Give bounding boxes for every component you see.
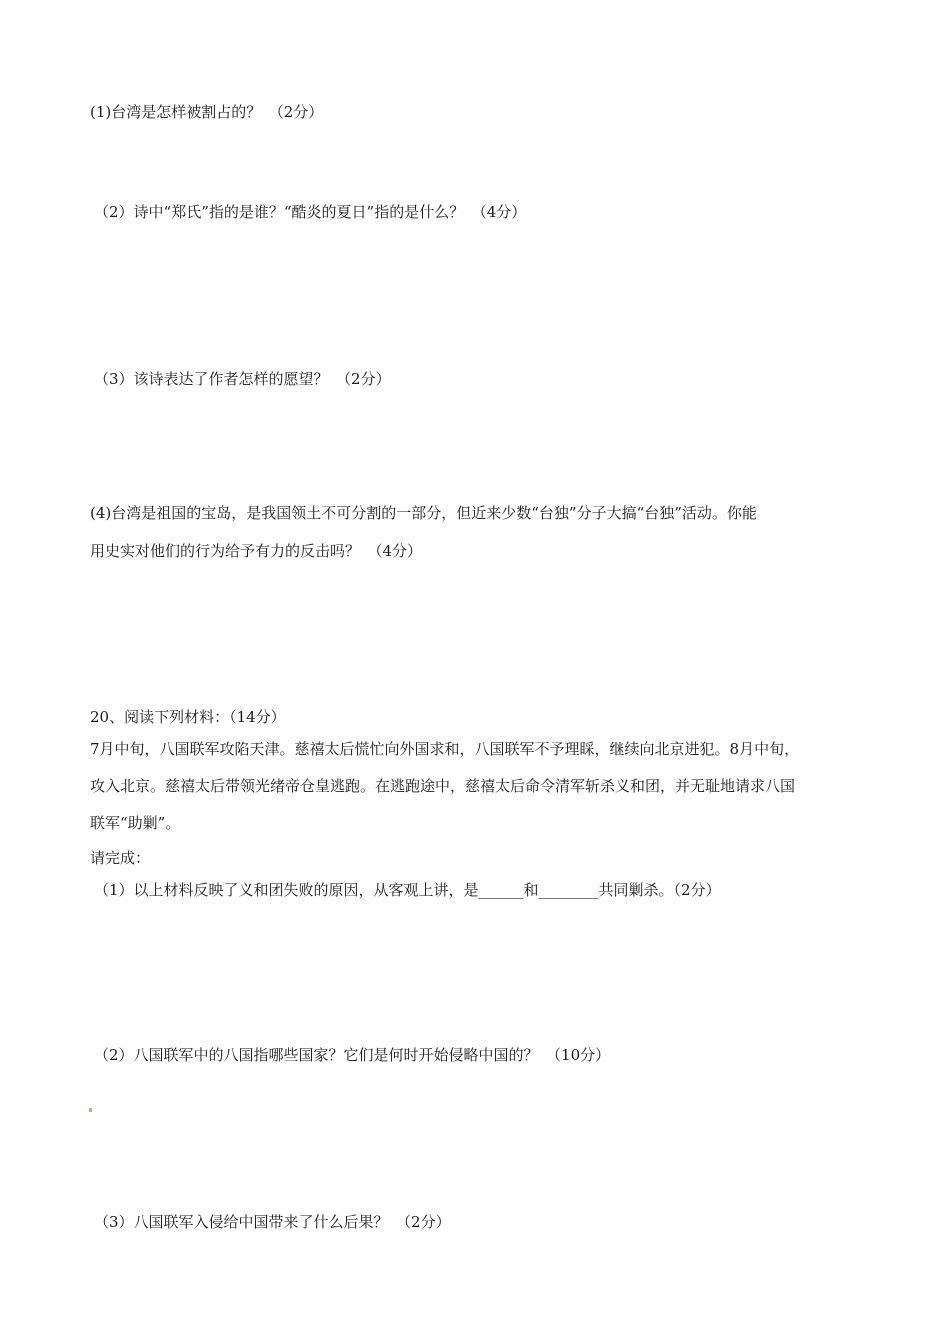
material-line-3: 联军“助剿”。 — [90, 814, 181, 832]
question-19-4-line2: 用史实对他们的行为给予有力的反击吗？ （4分） — [90, 542, 423, 560]
stray-mark — [89, 1108, 92, 1112]
material-line-1: 7月中旬，八国联军攻陷天津。慈禧太后慌忙向外国求和，八国联军不予理睬，继续向北京进犯。8月中旬， — [90, 740, 800, 758]
question-19-4-line1: (4)台湾是祖国的宝岛，是我国领土不可分割的一部分，但近来少数“台独”分子大搞“台独”活动。你能 — [90, 504, 757, 522]
question-19-2: （2）诗中“郑氏”指的是谁？“酷炎的夏日”指的是什么？ （4分） — [94, 203, 527, 221]
question-19-1: (1)台湾是怎样被割占的？ （2分） — [90, 103, 324, 121]
question-20-3: （3）八国联军入侵给中国带来了什么后果？ （2分） — [94, 1213, 451, 1231]
question-19-3: （3）该诗表达了作者怎样的愿望？ （2分） — [94, 370, 391, 388]
material-line-2: 攻入北京。慈禧太后带领光绪帝仓皇逃跑。在逃跑途中，慈禧太后命令清军斩杀义和团，并无耻地请求八国 — [90, 777, 796, 795]
question-20-heading: 20、阅读下列材料：（14分） — [90, 708, 286, 726]
prompt-text: 请完成： — [90, 849, 151, 867]
question-20-2: （2）八国联军中的八国指哪些国家？它们是何时开始侵略中国的？ （10分） — [94, 1046, 611, 1064]
question-20-1: （1）以上材料反映了义和团失败的原因，从客观上讲，是______和________共同剿杀。（2分） — [94, 881, 721, 899]
